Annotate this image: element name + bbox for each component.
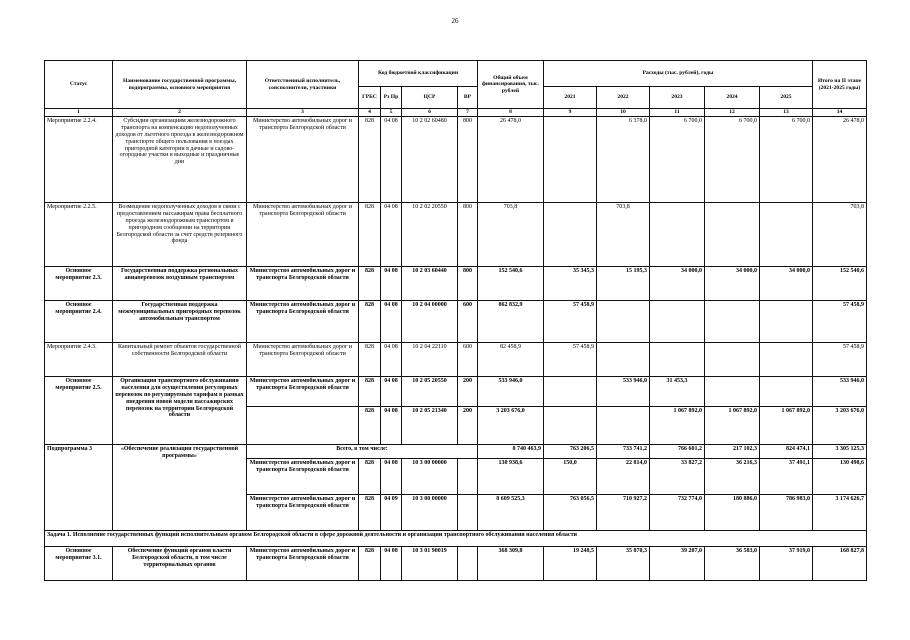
table-row xyxy=(45,117,867,203)
row-rz-pr: 04 08 xyxy=(381,203,402,267)
column-number: 1 xyxy=(45,109,113,117)
budget-table xyxy=(44,60,867,581)
table-row xyxy=(45,547,867,581)
row-2023: 766 601,2 xyxy=(650,445,705,459)
row-stage-total: 703,8 xyxy=(813,203,867,267)
row-executor: Министерство автомобильных дорог и транспорта Белгородской области xyxy=(247,459,359,495)
row-2024: 36 216,3 xyxy=(705,459,760,495)
column-number: 12 xyxy=(705,109,760,117)
row-2022 xyxy=(597,407,650,445)
row-executor: Министерство автомобильных дорог и транспорта Белгородской области xyxy=(247,377,359,407)
row-2025: 37 919,0 xyxy=(760,547,813,581)
row-vr: 800 xyxy=(458,267,478,301)
row-name: Государственная поддержка межмуниципальных пригородных перевозок автомобильным транспортом xyxy=(113,301,247,343)
table-row xyxy=(45,445,867,459)
row-2023: 31 453,3 xyxy=(650,377,705,407)
row-2025: 34 000,0 xyxy=(760,267,813,301)
table-row xyxy=(45,343,867,377)
row-2021: 19 248,5 xyxy=(544,547,597,581)
row-2025: 824 474,1 xyxy=(760,445,813,459)
row-name: Капитальный ремонт объектов государственной собственности Белгородской области xyxy=(113,343,247,377)
row-2023 xyxy=(650,301,705,343)
row-stage-total: 3 305 125,3 xyxy=(813,445,867,459)
row-executor: Министерство автомобильных дорог и транспорта Белгородской области xyxy=(247,203,359,267)
row-2021 xyxy=(544,377,597,407)
column-number: 3 xyxy=(247,109,359,117)
row-2023: 6 700,0 xyxy=(650,117,705,203)
column-number: 14 xyxy=(813,109,867,117)
row-total: 26 478,0 xyxy=(478,117,544,203)
header-2023: 2023 xyxy=(650,87,705,109)
row-2024: 217 102,3 xyxy=(705,445,760,459)
row-grbs: 828 xyxy=(359,495,381,531)
row-status: Подпрограмма 3 xyxy=(45,445,113,531)
row-total: 8 609 525,3 xyxy=(478,495,544,531)
row-csr: 10 2 02 20550 xyxy=(402,203,458,267)
column-numbers-row xyxy=(45,109,867,117)
row-stage-total: 57 458,9 xyxy=(813,301,867,343)
header-program: Наименование государственной программы, подпрограммы, основного мероприятия xyxy=(113,61,247,109)
row-stage-total: 168 827,8 xyxy=(813,547,867,581)
row-2023: 33 827,2 xyxy=(650,459,705,495)
row-2024: 34 000,0 xyxy=(705,267,760,301)
row-rz-pr: 04 08 xyxy=(381,377,402,407)
table-row xyxy=(45,203,867,267)
row-2022: 533 946,0 xyxy=(597,377,650,407)
row-2021: 763 056,5 xyxy=(544,495,597,531)
row-csr: 10 3 00 00000 xyxy=(402,495,458,531)
row-rz-pr: 04 09 xyxy=(381,495,402,531)
table-row xyxy=(45,377,867,407)
row-2022: 35 870,3 xyxy=(597,547,650,581)
row-csr: 10 3 00 00000 xyxy=(402,459,458,495)
row-2025: 786 983,0 xyxy=(760,495,813,531)
row-2023: 34 000,0 xyxy=(650,267,705,301)
row-vr xyxy=(458,495,478,531)
row-2023 xyxy=(650,343,705,377)
row-rz-pr: 04 08 xyxy=(381,117,402,203)
header-stage-total: Итого на II этапе (2021-2025 годы) xyxy=(813,61,867,109)
row-vr: 800 xyxy=(458,203,478,267)
row-2025 xyxy=(760,377,813,407)
row-2021: 57 458,9 xyxy=(544,301,597,343)
row-2021: 35 345,3 xyxy=(544,267,597,301)
header-2024: 2024 xyxy=(705,87,760,109)
row-2022: 703,8 xyxy=(597,203,650,267)
row-2022 xyxy=(597,301,650,343)
row-2022: 6 378,0 xyxy=(597,117,650,203)
row-total: 703,8 xyxy=(478,203,544,267)
task-row xyxy=(45,531,867,547)
row-stage-total: 533 946,0 xyxy=(813,377,867,407)
row-2025 xyxy=(760,203,813,267)
row-2024 xyxy=(705,203,760,267)
row-rz-pr: 04 08 xyxy=(381,343,402,377)
row-total: 130 938,6 xyxy=(478,459,544,495)
row-2025: 37 491,1 xyxy=(760,459,813,495)
row-name: Государственная поддержка региональных авиаперевозок воздушным транспортом xyxy=(113,267,247,301)
row-csr: 10 2 04 22110 xyxy=(402,343,458,377)
row-executor: Министерство автомобильных дорог и транспорта Белгородской области xyxy=(247,495,359,531)
row-csr: 10 3 01 90019 xyxy=(402,547,458,581)
column-number: 9 xyxy=(544,109,597,117)
row-2021 xyxy=(544,203,597,267)
row-grbs: 828 xyxy=(359,459,381,495)
row-status: Мероприятие 2.2.5. xyxy=(45,203,113,267)
table-row xyxy=(45,301,867,343)
row-2021: 57 458,9 xyxy=(544,343,597,377)
row-name: Организация транспортного обслуживания населения для осуществления регулярных перевозок по регулируемым тарифам в рамках внедрения новой модели пассажирских перевозок на территории Белгородской области xyxy=(113,377,247,445)
column-number: 7 xyxy=(458,109,478,117)
row-total: 82 458,9 xyxy=(478,343,544,377)
row-2023: 732 774,0 xyxy=(650,495,705,531)
row-2021 xyxy=(544,407,597,445)
row-executor: Министерство автомобильных дорог и транспорта Белгородской области xyxy=(247,267,359,301)
row-2024: 6 700,0 xyxy=(705,117,760,203)
row-stage-total: 130 498,6 xyxy=(813,459,867,495)
row-vr: 200 xyxy=(458,377,478,407)
row-2024 xyxy=(705,301,760,343)
column-number: 13 xyxy=(760,109,813,117)
row-2021: 150,0 xyxy=(544,459,597,495)
row-executor: Министерство автомобильных дорог и транспорта Белгородской области xyxy=(247,547,359,581)
row-executor: Министерство автомобильных дорог и транспорта Белгородской области xyxy=(247,301,359,343)
row-status: Основное мероприятие 3.1. xyxy=(45,547,113,581)
row-executor xyxy=(247,407,359,445)
row-stage-total: 26 478,0 xyxy=(813,117,867,203)
row-csr: 10 2 03 60440 xyxy=(402,267,458,301)
row-total: 152 540,6 xyxy=(478,267,544,301)
column-number: 4 xyxy=(359,109,381,117)
header-expenses: Расходы (тыс. рублей), годы xyxy=(544,61,813,87)
row-2023 xyxy=(650,203,705,267)
row-total: 3 203 676,0 xyxy=(478,407,544,445)
header-rz-pr: Рз Пр xyxy=(381,87,402,109)
row-csr: 10 2 05 20550 xyxy=(402,377,458,407)
header-executor: Ответственный исполнитель, соисполнители, участники xyxy=(247,61,359,109)
row-total: 8 740 463,9 xyxy=(478,445,544,459)
row-2025: 1 067 892,0 xyxy=(760,407,813,445)
row-grbs: 828 xyxy=(359,343,381,377)
row-name: «Обеспечение реализации государственной программы» xyxy=(113,445,247,531)
row-2023: 1 067 892,0 xyxy=(650,407,705,445)
row-grbs: 828 xyxy=(359,547,381,581)
column-number: 6 xyxy=(402,109,458,117)
row-2025: 6 700,0 xyxy=(760,117,813,203)
row-rz-pr: 04 08 xyxy=(381,301,402,343)
row-rz-pr: 04 08 xyxy=(381,547,402,581)
row-status: Основное мероприятие 2.4. xyxy=(45,301,113,343)
row-name: Субсидии организациям железнодорожного транспорта на компенсацию недополученных доходов от льготного проезда в железнодорожном транспорте общего пользования в поездах пригородной категории в дачные и садово-огородные участки в выходные и праздничные дни xyxy=(113,117,247,203)
header-budget-code: Код бюджетной классификации xyxy=(359,61,478,87)
row-vr: 200 xyxy=(458,407,478,445)
row-status: Основное мероприятие 2.5. xyxy=(45,377,113,445)
column-number: 10 xyxy=(597,109,650,117)
row-total: 368 309,8 xyxy=(478,547,544,581)
row-csr: 10 2 04 00000 xyxy=(402,301,458,343)
row-2021 xyxy=(544,117,597,203)
row-rz-pr: 04 08 xyxy=(381,459,402,495)
header-status: Статус xyxy=(45,61,113,109)
row-grbs: 828 xyxy=(359,377,381,407)
row-2025 xyxy=(760,343,813,377)
column-number: 2 xyxy=(113,109,247,117)
header-grbs: ГРБС xyxy=(359,87,381,109)
row-stage-total: 3 174 626,7 xyxy=(813,495,867,531)
column-number: 8 xyxy=(478,109,544,117)
row-2024: 180 886,0 xyxy=(705,495,760,531)
row-2025 xyxy=(760,301,813,343)
header-vr: ВР xyxy=(458,87,478,109)
row-csr: 10 2 02 60480 xyxy=(402,117,458,203)
row-vr: 600 xyxy=(458,301,478,343)
row-2022: 710 927,2 xyxy=(597,495,650,531)
row-grbs: 828 xyxy=(359,117,381,203)
row-2024 xyxy=(705,343,760,377)
header-total: Общий объем финансирования, тыс. рублей xyxy=(478,61,544,109)
row-grbs: 828 xyxy=(359,301,381,343)
row-2022: 22 814,0 xyxy=(597,459,650,495)
task-title: Задача 1. Исполнение государственных функций исполнительным органом Белгородской области в сфере дорожной деятельности и организации транспортного обслуживания населения области xyxy=(45,531,867,547)
row-grbs: 828 xyxy=(359,203,381,267)
row-2021: 763 206,5 xyxy=(544,445,597,459)
row-status: Основное мероприятие 2.3. xyxy=(45,267,113,301)
page-number: 26 xyxy=(451,17,459,25)
row-2022: 733 741,2 xyxy=(597,445,650,459)
row-csr: 10 2 05 21340 xyxy=(402,407,458,445)
header-2022: 2022 xyxy=(597,87,650,109)
header-2021: 2021 xyxy=(544,87,597,109)
row-stage-total: 57 458,9 xyxy=(813,343,867,377)
row-2024: 1 067 892,0 xyxy=(705,407,760,445)
header-csr: ЦСР xyxy=(402,87,458,109)
row-total: 533 946,0 xyxy=(478,377,544,407)
row-2024: 36 583,0 xyxy=(705,547,760,581)
row-rz-pr: 04 08 xyxy=(381,407,402,445)
row-2024 xyxy=(705,377,760,407)
row-stage-total: 152 540,6 xyxy=(813,267,867,301)
row-2022 xyxy=(597,343,650,377)
header-2025: 2025 xyxy=(760,87,813,109)
row-grbs: 828 xyxy=(359,407,381,445)
row-vr xyxy=(458,547,478,581)
row-executor: Министерство автомобильных дорог и транспорта Белгородской области xyxy=(247,117,359,203)
row-vr: 800 xyxy=(458,117,478,203)
row-total: 862 832,9 xyxy=(478,301,544,343)
column-number: 11 xyxy=(650,109,705,117)
row-name: Обеспечение функций органов власти Белгородской области, в том числе территориальных органов xyxy=(113,547,247,581)
row-name: Возмещение недополученных доходов в связи с предоставлением пассажирам права бесплатного проезда железнодорожным транспортом в пригородном сообщении на территории Белгородской области за счет средств резервного фонда xyxy=(113,203,247,267)
row-vr xyxy=(458,459,478,495)
column-number: 5 xyxy=(381,109,402,117)
row-stage-total: 3 203 676,0 xyxy=(813,407,867,445)
row-grbs: 828 xyxy=(359,267,381,301)
row-vr: 600 xyxy=(458,343,478,377)
row-all-label: Всего, в том числе: xyxy=(247,445,478,459)
row-2023: 39 207,0 xyxy=(650,547,705,581)
row-status: Мероприятие 2.4.3. xyxy=(45,343,113,377)
row-executor: Министерство автомобильных дорог и транспорта Белгородской области xyxy=(247,343,359,377)
row-status: Мероприятие 2.2.4. xyxy=(45,117,113,203)
table-row xyxy=(45,267,867,301)
row-rz-pr: 04 08 xyxy=(381,267,402,301)
row-2022: 15 195,3 xyxy=(597,267,650,301)
